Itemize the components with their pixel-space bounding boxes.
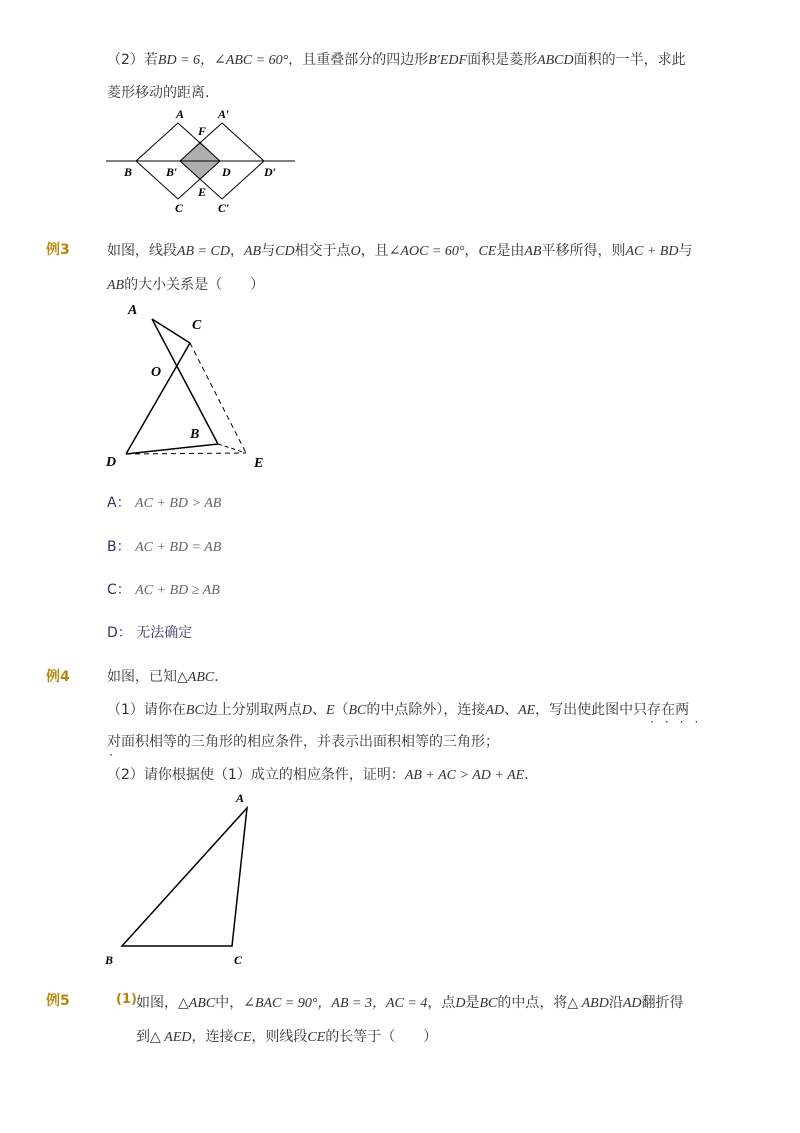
ex4-part1-line1: （1）请你在BC边上分别取两点D、E（BC的中点除外），连接AD、AE，写出使此图中只存在两 bbox=[107, 702, 690, 718]
segment-de-dashed bbox=[126, 453, 246, 454]
ex4-part1-line2: 对面积相等的三角形的相应条件，并表示出面积相等的三角形； bbox=[107, 734, 499, 750]
ex5-question-line1: 如图，△ABC中，∠BAC = 90°，AB = 3，AC = 4，点D是BC的中点，将△ ABD沿AD翻折得 bbox=[136, 995, 684, 1011]
triangle-abc-figure bbox=[100, 788, 260, 970]
example-3-label: 例3 bbox=[46, 242, 70, 258]
fig3-label: C bbox=[234, 953, 243, 967]
example-4-label: 例4 bbox=[46, 669, 70, 685]
ex3-question-line1: 如图，线段AB = CD，AB与CD相交于点O，且∠AOC = 60°，CE是由AB平移所得，则AC + BD与 bbox=[107, 243, 693, 259]
fig2-label: C bbox=[192, 318, 202, 333]
fig2-label: D bbox=[106, 455, 117, 470]
fig2-label: E bbox=[254, 456, 264, 471]
fig1-label: D bbox=[222, 165, 231, 179]
fig2-label: O bbox=[151, 365, 162, 380]
part2-line2: 菱形移动的距离． bbox=[107, 85, 219, 101]
emphasis-dots: ···· bbox=[650, 715, 710, 729]
option-c[interactable]: C： AC + BD ≥ AB bbox=[107, 582, 220, 598]
segment-cd bbox=[126, 343, 190, 454]
fig1-label: E bbox=[198, 185, 207, 199]
option-b[interactable]: B： AC + BD = AB bbox=[107, 539, 222, 555]
fig1-label: A bbox=[176, 107, 185, 121]
fig2-label: A bbox=[128, 303, 138, 318]
fig1-label: D′ bbox=[264, 165, 277, 179]
fig2-label: B bbox=[190, 427, 200, 442]
segment-be-dashed bbox=[218, 444, 246, 453]
ex4-intro: 如图，已知△ABC． bbox=[107, 669, 229, 685]
ex5-question-line2: 到△ AED，连接CE，则线段CE的长等于（ ） bbox=[136, 1029, 438, 1045]
ex4-part2: （2）请你根据使（1）成立的相应条件，证明：AB + AC > AD + AE． bbox=[107, 767, 539, 783]
option-a[interactable]: A： AC + BD > AB bbox=[107, 495, 222, 511]
rhombus-figure bbox=[100, 104, 305, 216]
sub-question-number: (1) bbox=[116, 992, 137, 1007]
fig3-label: B bbox=[105, 953, 114, 967]
fig1-label: A′ bbox=[218, 107, 230, 121]
fig1-label: C bbox=[175, 201, 184, 215]
fig1-label: C′ bbox=[218, 201, 230, 215]
fig1-label: B bbox=[124, 165, 133, 179]
segment-ab bbox=[152, 319, 218, 444]
segments-figure bbox=[100, 296, 275, 474]
emphasis-dot: · bbox=[109, 748, 124, 762]
part2-line1: （2）若BD = 6，∠ABC = 60°，且重叠部分的四边形B′EDF面积是菱形ABCD面积的一半，求此 bbox=[107, 52, 686, 68]
ex3-question-line2: AB的大小关系是（ ） bbox=[107, 277, 265, 293]
option-d[interactable]: D： 无法确定 bbox=[107, 625, 193, 641]
segment-bd bbox=[126, 444, 218, 454]
fig3-label: A bbox=[236, 791, 245, 805]
triangle-abc bbox=[122, 808, 247, 946]
fig1-label: F bbox=[198, 124, 207, 138]
example-5-label: 例5 bbox=[46, 993, 70, 1009]
fig1-label: B′ bbox=[166, 165, 178, 179]
